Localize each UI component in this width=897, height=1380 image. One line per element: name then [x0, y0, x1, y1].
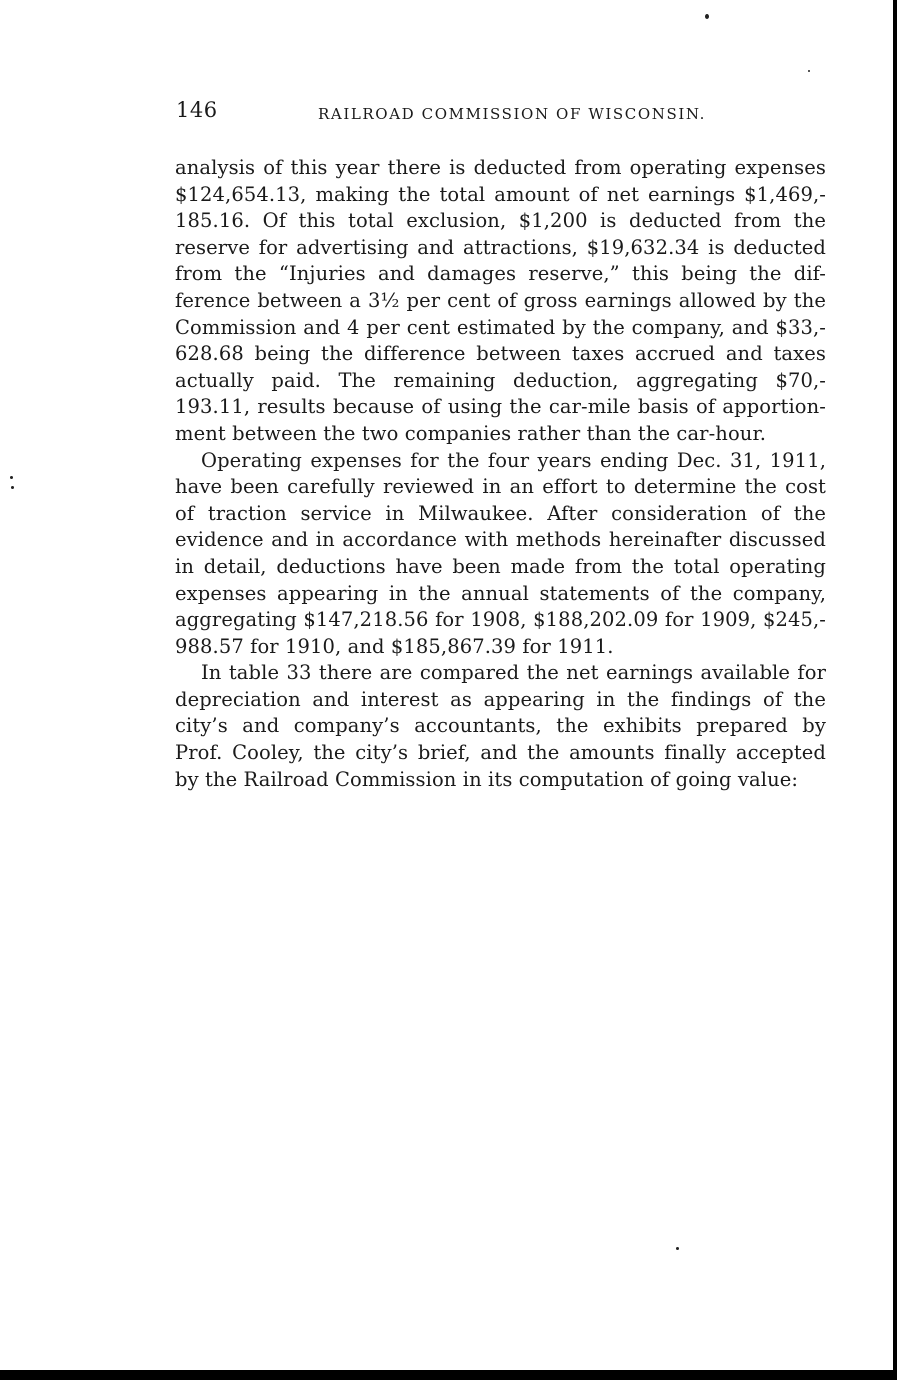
scan-speck — [808, 70, 810, 72]
scan-edge — [893, 0, 897, 1380]
scan-edge — [0, 1370, 897, 1380]
text-line: 628.68 being the difference between taxes accrued and taxes — [175, 342, 826, 366]
scan-speck — [705, 14, 709, 19]
text-line: $124,654.13, making the total amount of net earnings $1,469,- — [175, 182, 826, 206]
text-line: evidence and in accordance with methods hereinafter discussed — [175, 528, 826, 552]
text-line: ference between a 3½ per cent of gross earnings allowed by the — [175, 288, 826, 312]
scan-speck — [676, 1247, 679, 1250]
text-line: 193.11, results because of using the car-mile basis of apportion- — [175, 395, 826, 419]
text-line: 185.16. Of this total exclusion, $1,200 is deducted from the — [175, 209, 826, 233]
text-line: Commission and 4 per cent estimated by the company, and $33,- — [175, 315, 826, 339]
text-line: depreciation and interest as appearing in the findings of the — [175, 687, 826, 711]
text-line: by the Railroad Commission in its computation of going value: — [175, 767, 799, 791]
text-line: Operating expenses for the four years ending Dec. 31, 1911, — [201, 448, 826, 472]
text-line: expenses appearing in the annual statements of the company, — [175, 581, 826, 605]
text-line: city’s and company’s accountants, the exhibits prepared by — [175, 714, 826, 738]
text-line: have been carefully reviewed in an effort to determine the cost — [175, 475, 826, 499]
paragraph-3 — [175, 660, 826, 793]
page-header — [176, 98, 826, 128]
running-head: RAILROAD COMMISSION OF WISCONSIN. — [318, 105, 706, 123]
text-line: actually paid. The remaining deduction, aggregating $70,- — [175, 368, 826, 392]
scan-speck — [10, 476, 13, 479]
text-line: in detail, deductions have been made from the total operating — [175, 554, 826, 578]
text-line: reserve for advertising and attractions, $19,632.34 is deducted — [175, 235, 826, 259]
paragraph-2 — [175, 448, 826, 661]
text-line: 988.57 for 1910, and $185,867.39 for 1911. — [175, 634, 614, 658]
text-line: from the “Injuries and damages reserve,” this being the dif- — [175, 262, 826, 286]
text-line: ment between the two companies rather than the car-hour. — [175, 421, 767, 445]
paragraph-1 — [175, 155, 826, 448]
text-line: analysis of this year there is deducted from operating expenses — [175, 156, 826, 179]
body-text — [175, 155, 826, 793]
text-line: of traction service in Milwaukee. After consideration of the — [175, 501, 826, 525]
page-number: 146 — [176, 98, 218, 122]
text-line: In table 33 there are compared the net earnings available for — [201, 661, 826, 685]
scan-speck — [11, 486, 14, 489]
text-line: aggregating $147,218.56 for 1908, $188,202.09 for 1909, $245,- — [175, 608, 826, 632]
text-line: Prof. Cooley, the city’s brief, and the amounts finally accepted — [175, 741, 826, 765]
